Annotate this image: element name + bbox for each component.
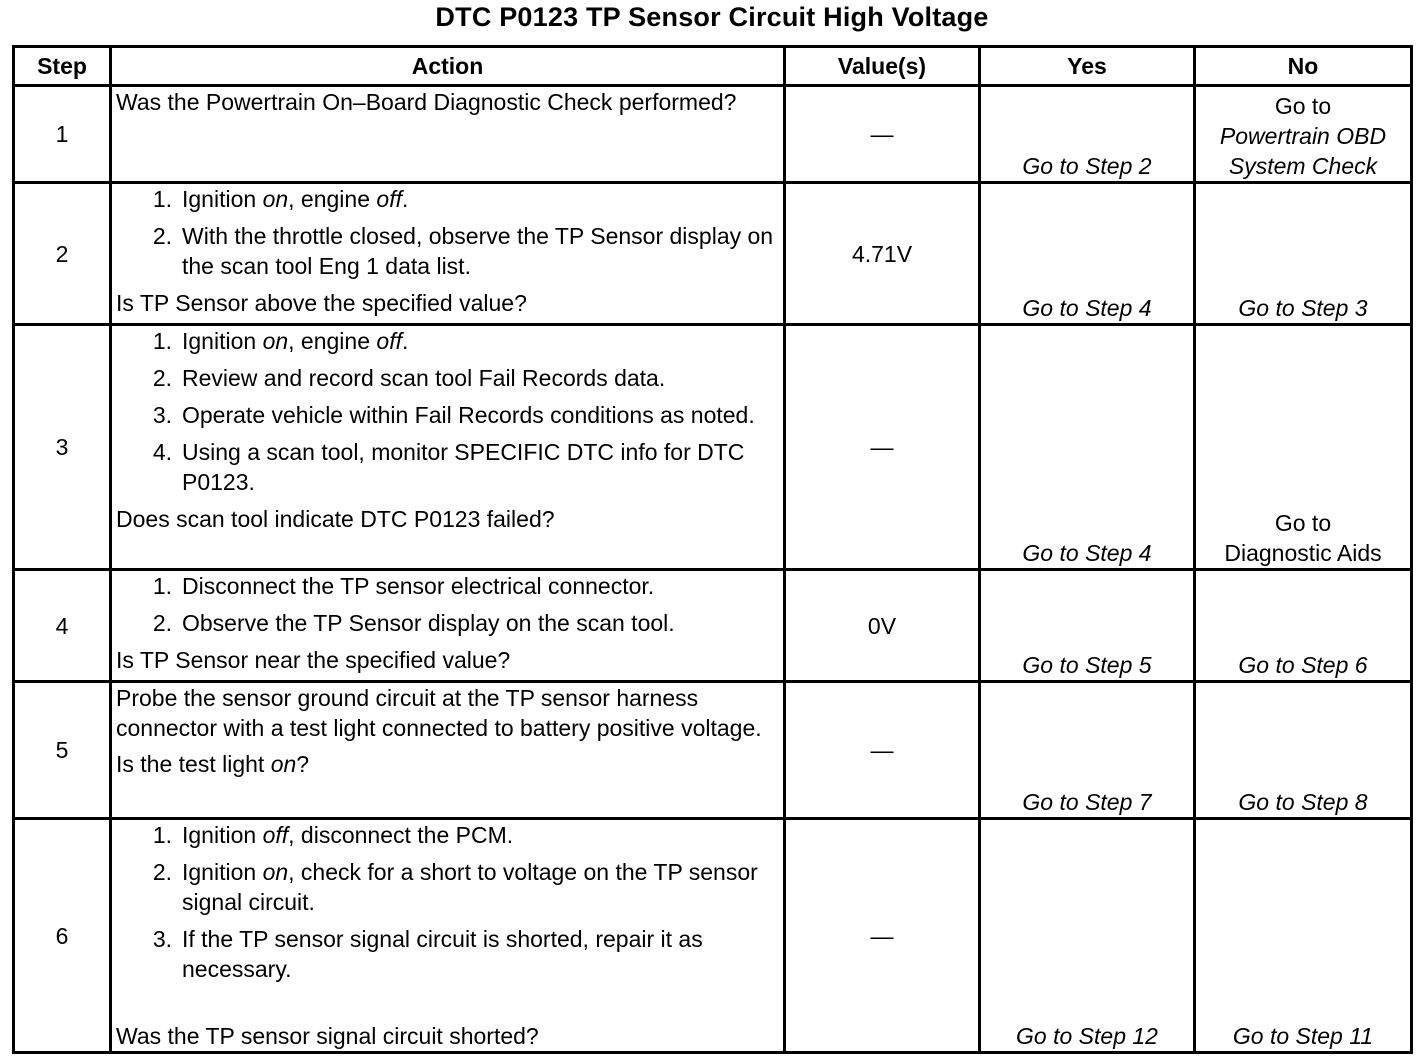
no-cell: Go to Step 3: [1195, 183, 1412, 325]
no-cell: Go to Step 8: [1195, 682, 1412, 819]
no-cell: Go to Step 11: [1195, 819, 1412, 1053]
table-row: [14, 570, 1412, 682]
list-item: 3. Operate vehicle within Fail Records conditions as noted.: [152, 402, 755, 428]
table-row: [14, 682, 1412, 819]
table-row: [14, 183, 1412, 325]
spacer: [116, 991, 779, 1021]
list-item: 2. With the throttle closed, observe the TP Sensor display on the scan tool Eng 1 data list.: [152, 223, 774, 279]
value-cell: 4.71V: [785, 183, 980, 325]
page-title: DTC P0123 TP Sensor Circuit High Voltage: [435, 2, 989, 32]
yes-cell: Go to Step 2: [980, 86, 1195, 183]
action-text: Probe the sensor ground circuit at the TP sensor harness connector with a test light connected to battery positive voltage.: [116, 685, 762, 741]
value-cell: —: [785, 682, 980, 819]
header-yes: Yes: [980, 47, 1195, 86]
list-item: 4. Using a scan tool, monitor SPECIFIC DTC info for DTC P0123.: [152, 439, 745, 495]
no-cell: [1195, 325, 1412, 570]
header-values: Value(s): [785, 47, 980, 86]
action-cell: [111, 86, 785, 183]
question-text: Was the TP sensor signal circuit shorted?: [116, 1023, 539, 1049]
no-line: System Check: [1228, 153, 1378, 179]
no-line: Go to: [1274, 93, 1332, 119]
step-number: 5: [14, 682, 111, 819]
yes-cell: Go to Step 12: [980, 819, 1195, 1053]
list-item: 3. If the TP sensor signal circuit is shorted, repair it as necessary.: [152, 926, 703, 982]
yes-cell: Go to Step 4: [980, 325, 1195, 570]
step-number: 1: [14, 86, 111, 183]
yes-cell: Go to Step 7: [980, 682, 1195, 819]
no-line: Diagnostic Aids: [1224, 540, 1382, 566]
list-item: 2. Observe the TP Sensor display on the scan tool.: [152, 610, 675, 636]
list-item: 2. Review and record scan tool Fail Records data.: [152, 365, 666, 391]
value-cell: 0V: [785, 570, 980, 682]
action-cell: [111, 325, 785, 570]
step-number: 3: [14, 325, 111, 570]
table-row: [14, 819, 1412, 1053]
no-line: Powertrain OBD: [1219, 123, 1387, 149]
list-item: 1. Ignition on, engine off.: [152, 186, 409, 212]
header-no: No: [1195, 47, 1412, 86]
action-cell: [111, 819, 785, 1053]
question-text: Is TP Sensor above the specified value?: [116, 290, 527, 316]
question-text: Does scan tool indicate DTC P0123 failed?: [116, 506, 555, 532]
list-item: 2. Ignition on, check for a short to voltage on the TP sensor signal circuit.: [152, 859, 758, 915]
header-step: Step: [14, 47, 111, 86]
yes-cell: Go to Step 4: [980, 183, 1195, 325]
header-action: Action: [111, 47, 785, 86]
question-text: Is the test light on?: [116, 751, 310, 777]
action-text: Was the Powertrain On–Board Diagnostic Check performed?: [116, 89, 737, 115]
action-cell: [111, 183, 785, 325]
value-cell: —: [785, 819, 980, 1053]
table-row: [14, 325, 1412, 570]
action-cell: [111, 570, 785, 682]
step-number: 6: [14, 819, 111, 1053]
no-line: Go to: [1274, 510, 1332, 536]
question-text: Is TP Sensor near the specified value?: [116, 647, 511, 673]
value-cell: —: [785, 86, 980, 183]
header-row: [14, 47, 1412, 86]
yes-cell: Go to Step 5: [980, 570, 1195, 682]
no-cell: Go to Step 6: [1195, 570, 1412, 682]
table-row: [14, 86, 1412, 183]
diagnostic-table: [12, 45, 1413, 1054]
list-item: 1. Ignition on, engine off.: [152, 328, 409, 354]
no-cell: [1195, 86, 1412, 183]
value-cell: —: [785, 325, 980, 570]
list-item: 1. Disconnect the TP sensor electrical connector.: [152, 573, 655, 599]
list-item: 1. Ignition off, disconnect the PCM.: [152, 822, 514, 848]
step-number: 2: [14, 183, 111, 325]
action-cell: [111, 682, 785, 819]
step-number: 4: [14, 570, 111, 682]
